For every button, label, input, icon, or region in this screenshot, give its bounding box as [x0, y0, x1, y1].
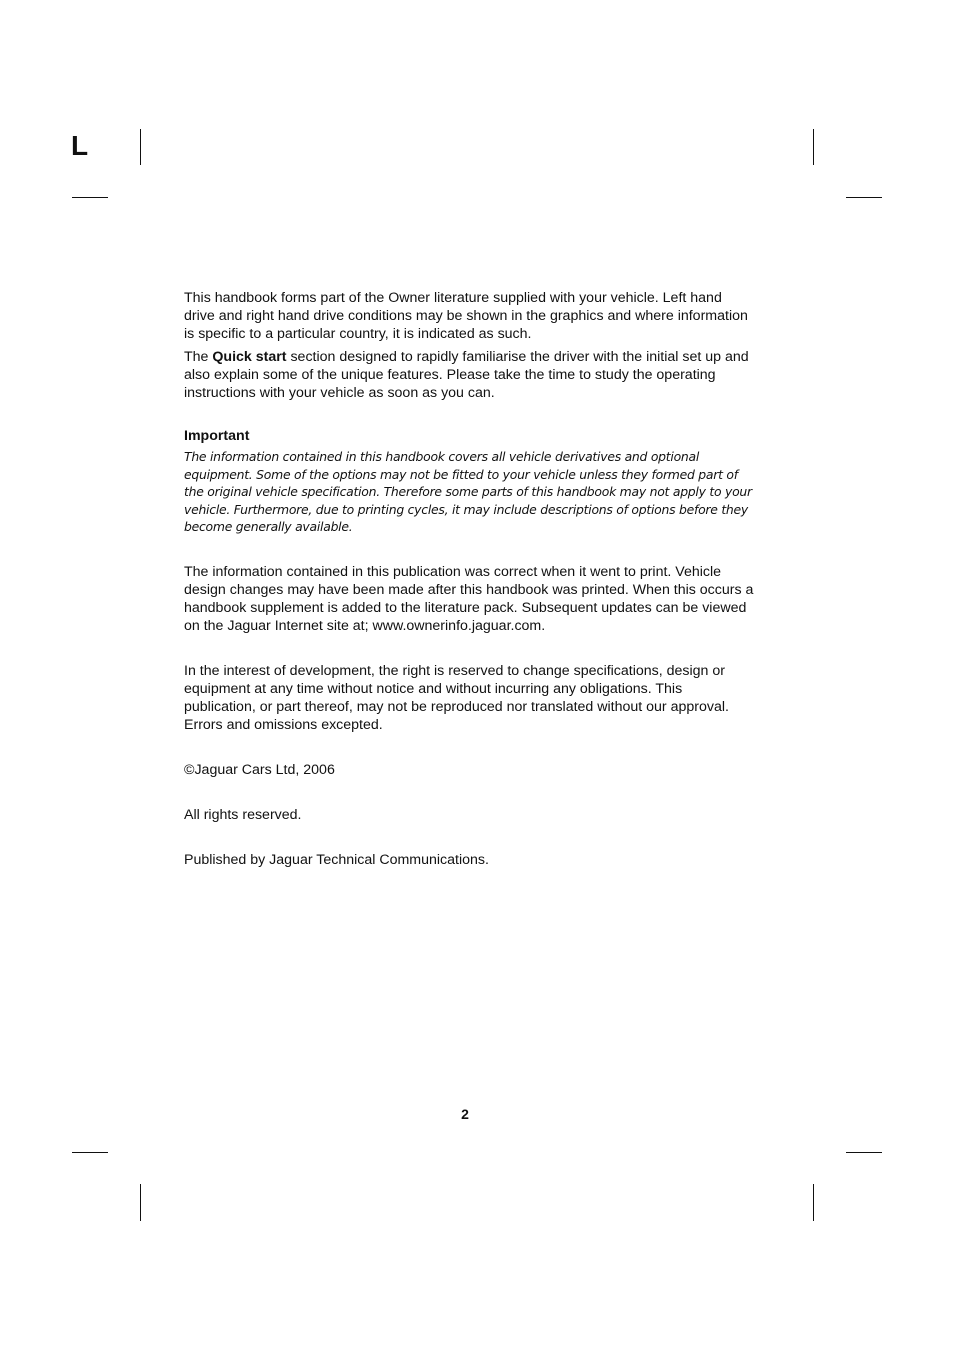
corner-letter: L: [71, 130, 89, 161]
crop-mark-top-right-horizontal: [846, 197, 882, 198]
crop-mark-bottom-right-horizontal: [846, 1152, 882, 1153]
quick-start-prefix: The: [184, 349, 213, 365]
crop-mark-bottom-left-horizontal: [72, 1152, 108, 1153]
publication-info-paragraph: The information contained in this publication was correct when it went to print. Vehicle design changes may have been made after this handbook was printed. When this occurs a handbook supplement is added to the literature pack. Subsequent updates can be viewed on the Jaguar Internet site at; www.ownerinfo.jaguar.com.: [184, 563, 754, 634]
publisher-line: Published by Jaguar Technical Communications.: [184, 851, 489, 868]
rights-line: All rights reserved.: [184, 806, 302, 823]
copyright-line: ©Jaguar Cars Ltd, 2006: [184, 761, 335, 778]
page-content: [184, 289, 754, 869]
crop-mark-top-right-vertical: [813, 129, 814, 165]
quick-start-rest: section designed to rapidly familiarise the driver with the initial set up and also explain some of the unique features. Please take the time to study the operating instructions with your vehicle as soon as you can.: [184, 349, 749, 401]
crop-mark-top-left-horizontal: [72, 197, 108, 198]
development-paragraph: In the interest of development, the right is reserved to change specifications, design or equipment at any time without notice and without incurring any obligations. This publication, or part thereof, may not be reproduced nor translated without our approval. Errors and omissions excepted.: [184, 662, 729, 733]
page-number: 2: [461, 1106, 469, 1122]
intro-paragraph: This handbook forms part of the Owner literature supplied with your vehicle. Left hand drive and right hand drive conditions may be shown in the graphics and where information is specific to a particular country, it is indicated as such.: [184, 290, 748, 342]
quick-start-bold: Quick start: [212, 349, 287, 365]
crop-mark-top-left-vertical: [140, 129, 141, 165]
crop-mark-bottom-right-vertical: [813, 1184, 814, 1221]
important-notice: The information contained in this handbook covers all vehicle derivatives and optional equipment. Some of the options may not be fitted to your vehicle unless they formed part of the original vehicle specification. Therefore some parts of this handbook may not apply to your vehicle. Furthermore, due to printing cycles, it may include descriptions of options before they become generally available.: [184, 449, 752, 534]
important-heading: Important: [184, 428, 250, 444]
crop-mark-bottom-left-vertical: [140, 1184, 141, 1221]
quick-start-paragraph: [184, 348, 754, 402]
